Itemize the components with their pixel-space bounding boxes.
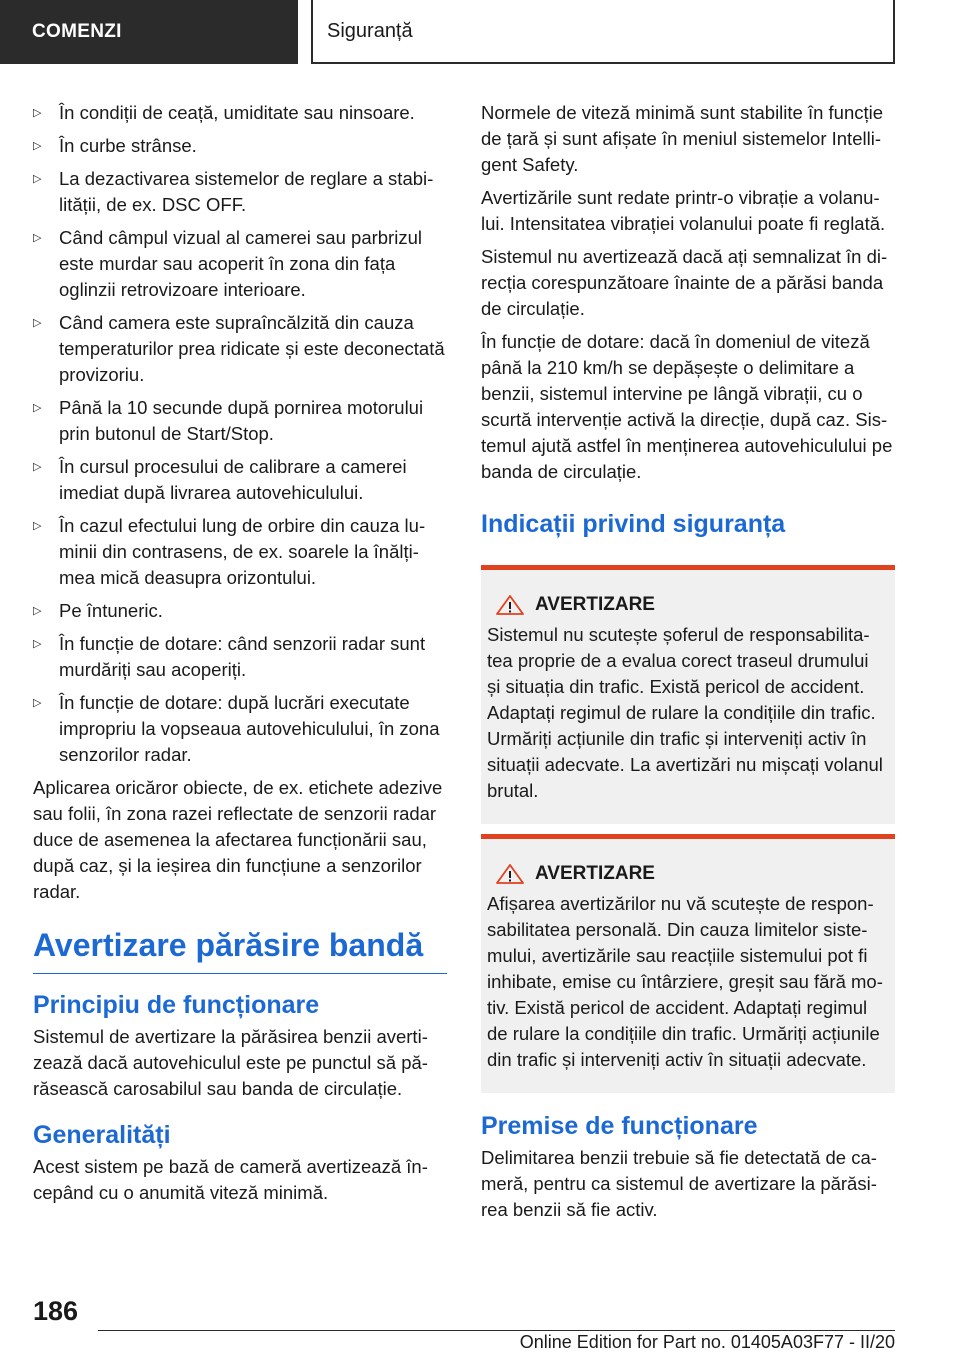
section-title [311, 0, 895, 64]
warning-text: Sistemul nu scutește șoferul de responsabilitatea proprie de a evalua corect traseul drumului și situația din trafic. Există pericol de accident. Adaptați regimul de rulare la condițiile din trafic. Urmăriți acțiunile din trafic și interveniți activ în situații adecvate. La avertizări nu mișcați volanul brutal. [487, 624, 883, 801]
premise-heading: Premise de funcționare [481, 1112, 758, 1140]
warning-triangle-icon [495, 594, 525, 616]
left-column [33, 100, 447, 1213]
principle-heading: Principiu de funcționare [33, 991, 320, 1019]
list-item: ▷ La dezactivarea sistemelor de reglare a stabilității, de ex. DSC OFF. [33, 168, 434, 215]
general-heading: Generalități [33, 1121, 171, 1149]
right-column [481, 100, 895, 1230]
warning-title: AVERTIZARE [487, 592, 885, 618]
list-item: ▷ În condiții de ceață, umiditate sau ninsoare. [33, 100, 447, 126]
footer-divider [98, 1330, 895, 1331]
list-item: ▷ În curbe strânse. [33, 133, 447, 159]
list-item: ▷ În cursul procesului de calibrare a camerei imediat după livrarea autovehiculului. [33, 456, 407, 503]
limitations-list [33, 100, 447, 768]
bullet-triangle-icon: ▷ [33, 107, 42, 119]
bullet-triangle-icon: ▷ [33, 140, 42, 152]
warning-triangle-icon [495, 863, 525, 885]
bullet-triangle-icon: ▷ [33, 520, 42, 532]
list-item: ▷ În funcție de dotare: când senzorii radar sunt murdăriți sau acoperiți. [33, 633, 426, 680]
chapter-tab[interactable] [0, 0, 298, 64]
premise-text: Delimitarea benzii trebuie să fie detectată de cameră, pentru ca sistemul de avertizare la părăsirea benzii să fie activ. [481, 1147, 877, 1220]
principle-text: Sistemul de avertizare la părăsirea benzii avertizează dacă autovehiculul este pe punctul să părăsească carosabilul sau banda de circulație. [33, 1026, 428, 1099]
footer-edition: Online Edition for Part no. 01405A03F77 - II/20 [519, 1332, 895, 1352]
bullet-triangle-icon: ▷ [33, 697, 42, 709]
bullet-triangle-icon: ▷ [33, 402, 42, 414]
list-item: ▷ Când câmpul vizual al camerei sau parbrizul este murdar sau acoperit în zona din fața oglinzii retrovizoare interioare. [33, 227, 422, 300]
bullet-triangle-icon: ▷ [33, 605, 42, 617]
bullet-triangle-icon: ▷ [33, 317, 42, 329]
bullet-triangle-icon: ▷ [33, 461, 42, 473]
warning-box [481, 834, 895, 1093]
page-number: 186 [33, 1296, 79, 1326]
list-item: ▷ Până la 10 secunde după pornirea motorului prin butonul de Start/Stop. [33, 397, 424, 444]
list-item: ▷ Când camera este supraîncălzită din cauza temperaturilor prea ridicate și este deconectată provizoriu. [33, 312, 445, 385]
bullet-triangle-icon: ▷ [33, 232, 42, 244]
paragraph: În funcție de dotare: dacă în domeniul de viteză până la 210 km/h se depășește o delimitare a benzii, sistemul intervine pe lângă vibrații, cu o scurtă intervenție activă la direcție, după caz. Sistemul ajută astfel în menținerea autovehiculului pe banda de circulație. [481, 331, 893, 482]
list-item: ▷ În cazul efectului lung de orbire din cauza luminii din contrasens, de ex. soarele la înălțimea mică deasupra orizontului. [33, 515, 426, 588]
section-title-label: Siguranță [327, 19, 413, 42]
safety-heading: Indicații privind siguranța [481, 510, 786, 538]
bullet-triangle-icon: ▷ [33, 638, 42, 650]
paragraph: Normele de viteză minimă sunt stabilite în funcție de țară și sunt afișate în meniul sistemelor Intelligent Safety. [481, 102, 884, 175]
general-text: Acest sistem pe bază de cameră avertizează începând cu o anumită viteză minimă. [33, 1156, 428, 1203]
warning-title: AVERTIZARE [487, 861, 885, 887]
warning-text: Afișarea avertizărilor nu vă scutește de responsabilitatea personală. Din cauza limitelor sistemului, avertizările sau reacțiile sistemului pot fi inhibate, emise cu întârziere, greșit sau fără motiv. Există pericol de accident. Adaptați regimul de rulare la condițiile din trafic. Urmăriți acțiunile din trafic și interveniți activ în situații adecvate. [487, 893, 883, 1070]
main-heading: Avertizare părăsire bandă [33, 925, 447, 974]
bullet-triangle-icon: ▷ [33, 173, 42, 185]
paragraph: Avertizările sunt redate printr-o vibrație a volanului. Intensitatea vibrației volanului poate fi reglată. [481, 187, 886, 234]
paragraph: Sistemul nu avertizează dacă ați semnalizat în direcția corespunzătoare înainte de a părăsi banda de circulație. [481, 246, 888, 319]
list-item: ▷ Pe întuneric. [33, 598, 447, 624]
list-item: ▷ În funcție de dotare: după lucrări executate impropriu la vopseaua autovehiculului, în zona senzorilor radar. [33, 692, 440, 765]
warning-box [481, 565, 895, 824]
radar-paragraph: Aplicarea oricăror obiecte, de ex. etichete adezive sau folii, în zona razei reflectate de senzorii radar duce de asemenea la afectarea funcționării sau, după caz, și la ieșirea din funcțiune a senzorilor radar. [33, 777, 443, 902]
chapter-tab-label: COMENZI [32, 21, 122, 42]
